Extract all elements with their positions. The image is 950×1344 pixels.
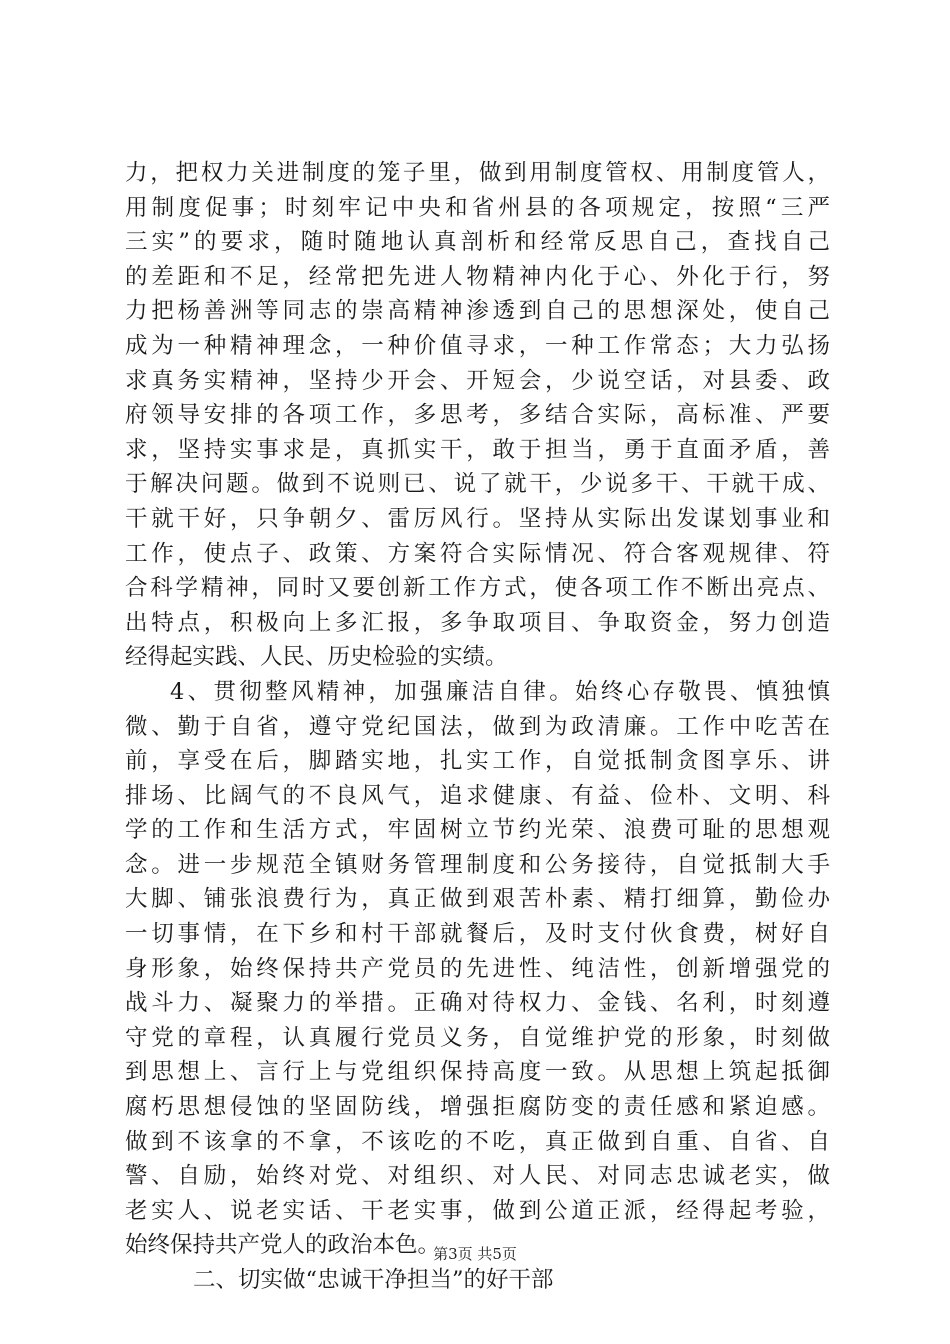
text-line: 守党的章程，认真履行党员义务，自觉维护党的形象，时刻做: [125, 1024, 830, 1051]
text-line: 的差距和不足，经常把先进人物精神内化于心、外化于行，努: [125, 263, 830, 290]
text-line: 身形象，始终保持共产党员的先进性、纯洁性，创新增强党的: [125, 955, 830, 982]
text-line: 府领导安排的各项工作，多思考，多结合实际，高标准、严要: [125, 402, 830, 429]
text-line: 始终保持共产党人的政治本色。: [125, 1232, 441, 1259]
text-line: 微、勤于自省，遵守党纪国法，做到为政清廉。工作中吃苦在: [125, 713, 830, 740]
text-line: 干就干好，只争朝夕、雷厉风行。坚持从实际出发谋划事业和: [125, 505, 830, 532]
text-line: 腐朽思想侵蚀的坚固防线，增强拒腐防变的责任感和紧迫感。: [125, 1094, 830, 1121]
text-line: 力，把权力关进制度的笼子里，做到用制度管权、用制度管人，: [125, 160, 830, 186]
body-text: [125, 156, 830, 1298]
text-line: 警、自励，始终对党、对组织、对人民、对同志忠诚老实，做: [125, 1163, 830, 1190]
text-line: 于解决问题。做到不说则已、说了就干，少说多干、干就干成、: [125, 471, 830, 498]
text-line: 工作，使点子、政策、方案符合实际情况、符合客观规律、符: [125, 540, 830, 567]
page-number-footer: 第3页 共5页: [433, 1245, 517, 1263]
paragraph-start-line: 4、贯彻整风精神，加强廉洁自律。始终心存敬畏、慎独慎: [170, 678, 830, 705]
text-line: 用制度促事；时刻牢记中央和省州县的各项规定，按照“三严: [125, 194, 830, 221]
text-line: 三实”的要求，随时随地认真剖析和经常反思自己，查找自己: [125, 229, 830, 256]
text-line: 求真务实精神，坚持少开会、开短会，少说空话，对县委、政: [125, 367, 830, 394]
text-line: 经得起实践、人民、历史检验的实绩。: [125, 644, 508, 671]
text-line: 一切事情，在下乡和村干部就餐后，及时支付伙食费，树好自: [125, 921, 830, 948]
text-line: 力把杨善洲等同志的崇高精神渗透到自己的思想深处，使自己: [125, 298, 830, 325]
text-line: 战斗力、凝聚力的举措。正确对待权力、金钱、名利，时刻遵: [125, 990, 830, 1017]
text-line: 学的工作和生活方式，牢固树立节约光荣、浪费可耻的思想观: [125, 817, 830, 844]
text-line: 到思想上、言行上与党组织保持高度一致。从思想上筑起抵御: [125, 1059, 830, 1086]
text-line: 求，坚持实事求是，真抓实干，敢于担当，勇于直面矛盾，善: [125, 436, 830, 463]
text-line: 老实人、说老实话、干老实事，做到公道正派，经得起考验，: [125, 1197, 830, 1224]
text-line: 出特点，积极向上多汇报，多争取项目、争取资金，努力创造: [125, 609, 830, 636]
text-line: 做到不该拿的不拿，不该吃的不吃，真正做到自重、自省、自: [125, 1128, 830, 1155]
text-line: 排场、比阔气的不良风气，追求健康、有益、俭朴、文明、科: [125, 782, 830, 809]
section-heading: 二、切实做“忠诚干净担当”的好干部: [193, 1267, 554, 1293]
text-line: 大脚、铺张浪费行为，真正做到艰苦朴素、精打细算，勤俭办: [125, 886, 830, 913]
text-line: 合科学精神，同时又要创新工作方式，使各项工作不断出亮点、: [125, 575, 830, 602]
text-line: 念。进一步规范全镇财务管理制度和公务接待，自觉抵制大手: [125, 851, 830, 878]
text-line: 成为一种精神理念，一种价值寻求，一种工作常态；大力弘扬: [125, 332, 830, 359]
text-line: 前，享受在后，脚踏实地，扎实工作，自觉抵制贪图享乐、讲: [125, 748, 830, 775]
